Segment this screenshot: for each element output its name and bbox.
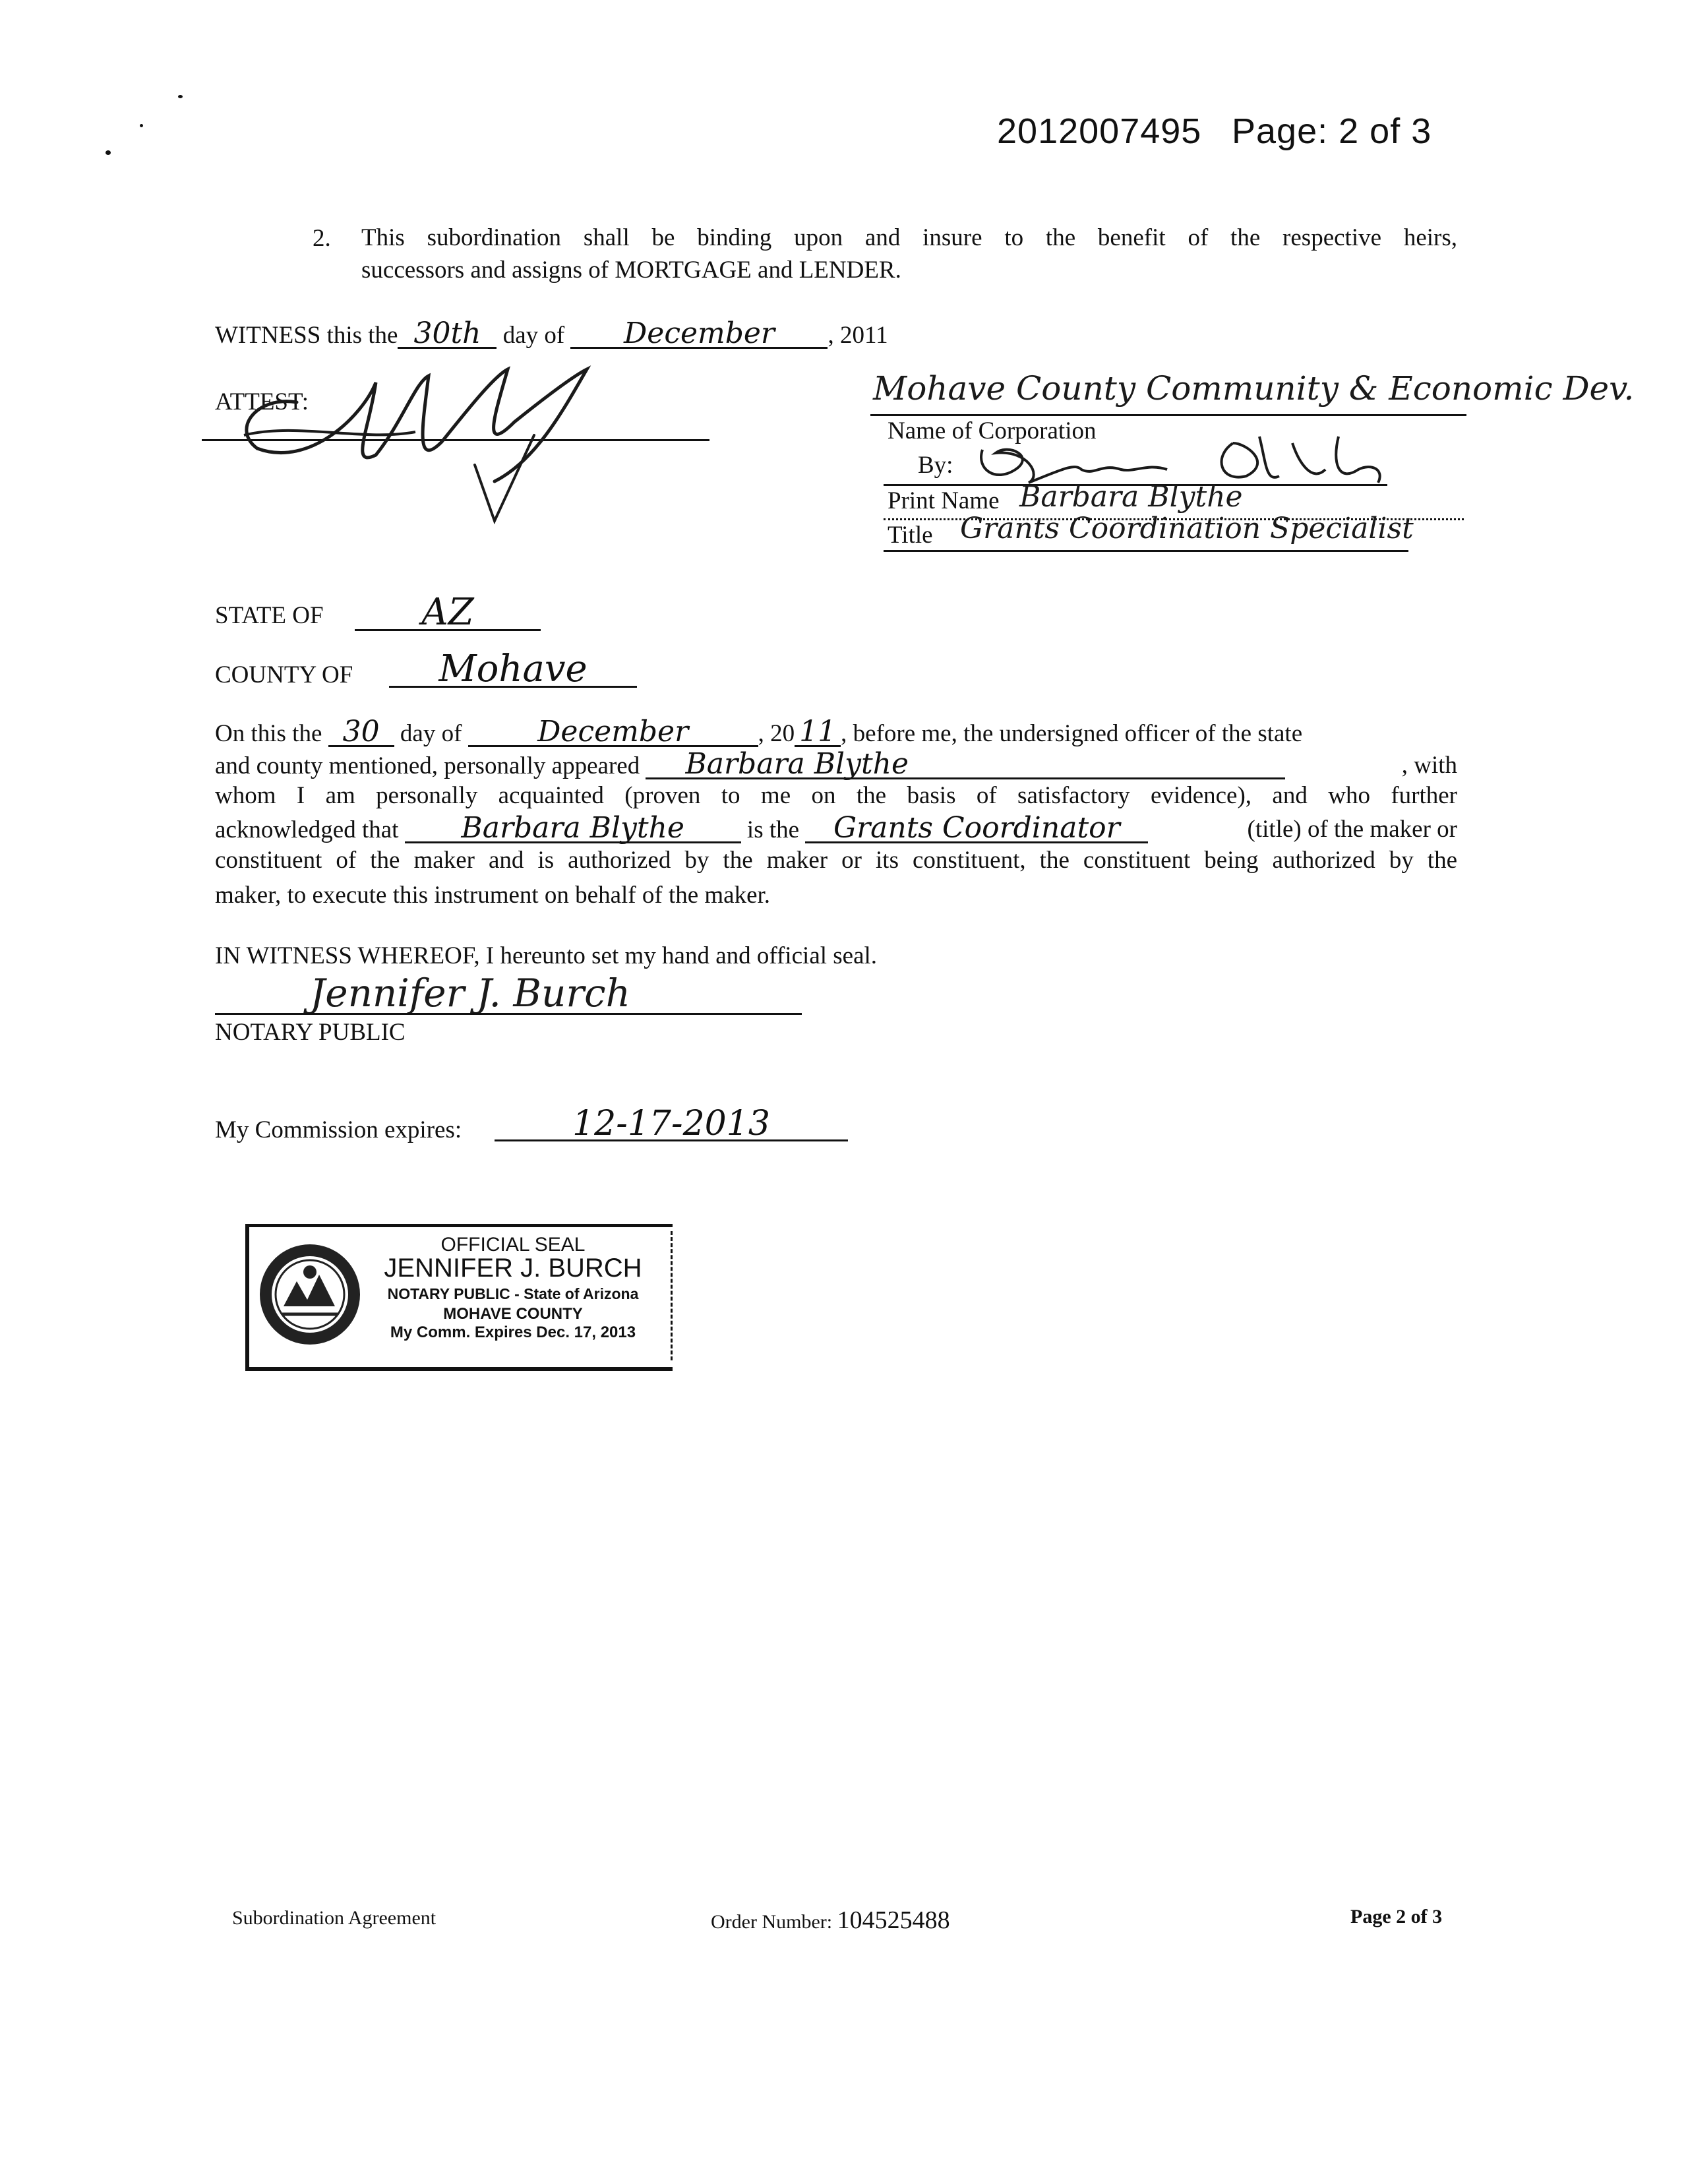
ack-year-field: 11 — [795, 719, 841, 747]
ack-day-field: 30 — [328, 719, 394, 747]
commission-label: My Commission expires: — [215, 1116, 462, 1143]
item-text-line: successors and assigns of MORTGAGE and LENDER. — [361, 257, 901, 284]
print-name-value: Barbara Blythe — [1019, 480, 1243, 514]
arizona-state-seal-icon — [256, 1240, 364, 1349]
attest-signature — [218, 356, 666, 528]
corporation-name-line — [870, 414, 1466, 416]
page-indicator: Page: 2 of 3 — [1232, 111, 1432, 151]
seal-county: MOHAVE COUNTY — [443, 1305, 583, 1323]
ack-person2-field: Barbara Blythe — [405, 815, 741, 843]
ack-month-field: December — [468, 719, 758, 747]
state-label: STATE OF — [215, 602, 324, 629]
ack-line-5: constituent of the maker and is authorized by the maker or its constituent, the constituent being authorized by the — [215, 847, 1457, 874]
state-field: AZ — [355, 596, 541, 631]
record-number: 2012007495 — [997, 111, 1202, 151]
footer-page-number: Page 2 of 3 — [1350, 1906, 1443, 1927]
footer-order-number — [711, 1906, 950, 1935]
county-field: Mohave — [389, 653, 637, 688]
notary-signature: Jennifer J. Burch — [310, 971, 630, 1016]
item-number: 2. — [313, 225, 331, 252]
footer-document-title: Subordination Agreement — [232, 1907, 437, 1929]
ack-text: (title) of the maker or — [1247, 816, 1457, 843]
ack-text: , before me, the undersigned officer of the state — [841, 720, 1303, 747]
item-text-line: This subordination shall be binding upon and insure to the benefit of the respective heirs, — [361, 224, 1457, 251]
corporation-name-label: Name of Corporation — [888, 417, 1097, 444]
ack-text: On this the — [215, 720, 322, 747]
attest-label: ATTEST: — [215, 388, 309, 415]
ack-text: is the — [746, 816, 800, 843]
ack-text: , with — [1401, 752, 1457, 779]
seal-right-edge — [671, 1231, 673, 1360]
ack-title-field: Grants Coordinator — [805, 815, 1148, 843]
ack-line-6: maker, to execute this instrument on behalf of the maker. — [215, 882, 771, 909]
title-line — [884, 550, 1408, 552]
ack-line-3: whom I am personally acquainted (proven to me on the basis of satisfactory evidence), and who further — [215, 782, 1457, 809]
county-label: COUNTY OF — [215, 661, 353, 688]
order-number-label: Order Number: — [711, 1911, 833, 1933]
title-label: Title — [888, 522, 933, 549]
scan-speck — [140, 124, 143, 127]
ack-text: day of — [400, 720, 462, 747]
official-seal — [245, 1224, 673, 1371]
by-label: By: — [918, 452, 953, 479]
ack-text: , 20 — [758, 720, 795, 747]
seal-expiry: My Comm. Expires Dec. 17, 2013 — [390, 1323, 636, 1341]
notary-signature-line — [215, 1013, 802, 1015]
title-value: Grants Coordination Specialist — [960, 512, 1414, 545]
witness-whereof: IN WITNESS WHEREOF, I hereunto set my hand and official seal. — [215, 942, 878, 969]
ack-line-1 — [215, 715, 1457, 748]
order-number-value: 104525488 — [837, 1906, 950, 1934]
witness-day-field: 30th — [398, 320, 497, 349]
scan-speck — [178, 95, 183, 98]
ack-line-4 — [215, 811, 1457, 845]
witness-month-field: December — [570, 320, 828, 349]
seal-notary-name: JENNIFER J. BURCH — [384, 1254, 642, 1283]
seal-heading: OFFICIAL SEAL — [440, 1234, 586, 1256]
ack-text: and county mentioned, personally appeared — [215, 752, 640, 779]
witness-prefix: WITNESS this the — [215, 322, 398, 349]
witness-line — [215, 317, 888, 350]
ack-text: acknowledged that — [215, 816, 399, 843]
witness-year: , 2011 — [828, 322, 888, 349]
corporation-name-value: Mohave County Community & Economic Dev. — [873, 369, 1635, 408]
ack-line-2 — [215, 747, 1457, 781]
scan-speck — [106, 150, 111, 155]
witness-day-of: day of — [502, 322, 565, 349]
ack-person-field: Barbara Blythe — [646, 751, 1285, 779]
commission-field: 12-17-2013 — [495, 1108, 848, 1141]
print-name-label: Print Name — [888, 487, 1000, 514]
notary-public-label: NOTARY PUBLIC — [215, 1019, 406, 1046]
seal-notary-state: NOTARY PUBLIC - State of Arizona — [387, 1285, 639, 1302]
